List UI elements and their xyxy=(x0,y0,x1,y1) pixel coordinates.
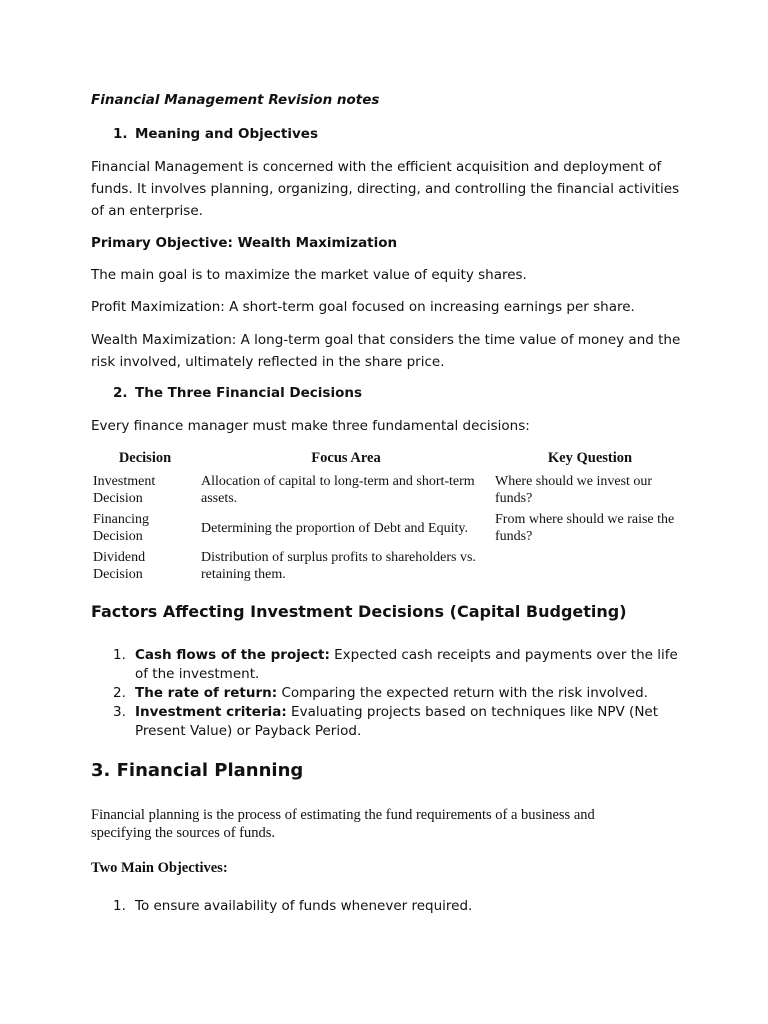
table-cell: Where should we invest our funds? xyxy=(495,474,653,506)
section-2-title: The Three Financial Decisions xyxy=(135,385,362,401)
list-item-label: Investment criteria: xyxy=(135,704,287,720)
wealth-maximization-paragraph: Wealth Maximization: A long-term goal that considers the time value of money and the risk involved, ultimately reflected in the share price. xyxy=(91,332,681,370)
table-cell: Allocation of capital to long-term and short-term assets. xyxy=(201,474,475,506)
table-cell: Distribution of surplus profits to shareholders vs. retaining them. xyxy=(201,550,476,582)
decisions-table xyxy=(91,450,687,585)
table-row xyxy=(91,547,687,585)
objectives-list xyxy=(91,897,681,916)
table-header-cell: Key Question xyxy=(547,450,633,466)
table-cell: Dividend Decision xyxy=(93,550,146,582)
list-item-number: 2. xyxy=(113,685,126,701)
section-1-title: Meaning and Objectives xyxy=(135,126,318,142)
main-goal-paragraph: The main goal is to maximize the market value of equity shares. xyxy=(91,267,527,283)
document-title: Financial Management Revision notes xyxy=(91,92,380,108)
list-item xyxy=(91,703,681,741)
list-item-text: Evaluating projects based on techniques like NPV (Net Present Value) or Payback Period. xyxy=(135,704,659,739)
list-item xyxy=(91,897,681,916)
financial-planning-paragraph: Financial planning is the process of estimating the fund requirements of a business and specifying the sources of funds. xyxy=(91,807,595,841)
table-header-row xyxy=(91,450,687,471)
section-2-heading xyxy=(113,385,362,401)
section-3-heading: 3. Financial Planning xyxy=(91,760,304,781)
section-1-heading xyxy=(113,126,318,142)
list-item-text: Expected cash receipts and payments over the life of the investment. xyxy=(135,647,678,682)
table-cell: Financing Decision xyxy=(93,512,149,544)
table-cell xyxy=(493,547,687,585)
table-row xyxy=(91,509,687,547)
list-item-number: 3. xyxy=(113,704,126,720)
section-2-number: 2. xyxy=(113,385,128,401)
list-item xyxy=(91,684,681,703)
two-objectives-heading: Two Main Objectives: xyxy=(91,860,228,876)
profit-maximization-paragraph: Profit Maximization: A short-term goal focused on increasing earnings per share. xyxy=(91,299,635,315)
table-cell: Determining the proportion of Debt and Equity. xyxy=(201,520,468,536)
decisions-intro: Every finance manager must make three fundamental decisions: xyxy=(91,418,530,434)
factors-list xyxy=(91,646,681,741)
list-item-label: Cash flows of the project: xyxy=(135,647,330,663)
factors-heading: Factors Affecting Investment Decisions (Capital Budgeting) xyxy=(91,602,627,621)
primary-objective-heading: Primary Objective: Wealth Maximization xyxy=(91,235,398,251)
list-item-label: The rate of return: xyxy=(135,685,278,701)
table-cell: Investment Decision xyxy=(93,474,156,506)
meaning-paragraph: Financial Management is concerned with the efficient acquisition and deployment of funds. It involves planning, organizing, directing, and controlling the financial activities of an enterprise. xyxy=(91,159,680,219)
list-item-number: 1. xyxy=(113,647,126,663)
section-1-number: 1. xyxy=(113,126,128,142)
list-item-text: Comparing the expected return with the risk involved. xyxy=(277,685,648,701)
table-header-cell: Focus Area xyxy=(311,450,381,466)
table-row xyxy=(91,471,687,509)
list-item-number: 1. xyxy=(113,898,126,914)
table-header-cell: Decision xyxy=(118,450,172,466)
list-item xyxy=(91,646,681,684)
list-item-text: To ensure availability of funds whenever required. xyxy=(135,898,473,914)
table-cell: From where should we raise the funds? xyxy=(495,512,675,544)
